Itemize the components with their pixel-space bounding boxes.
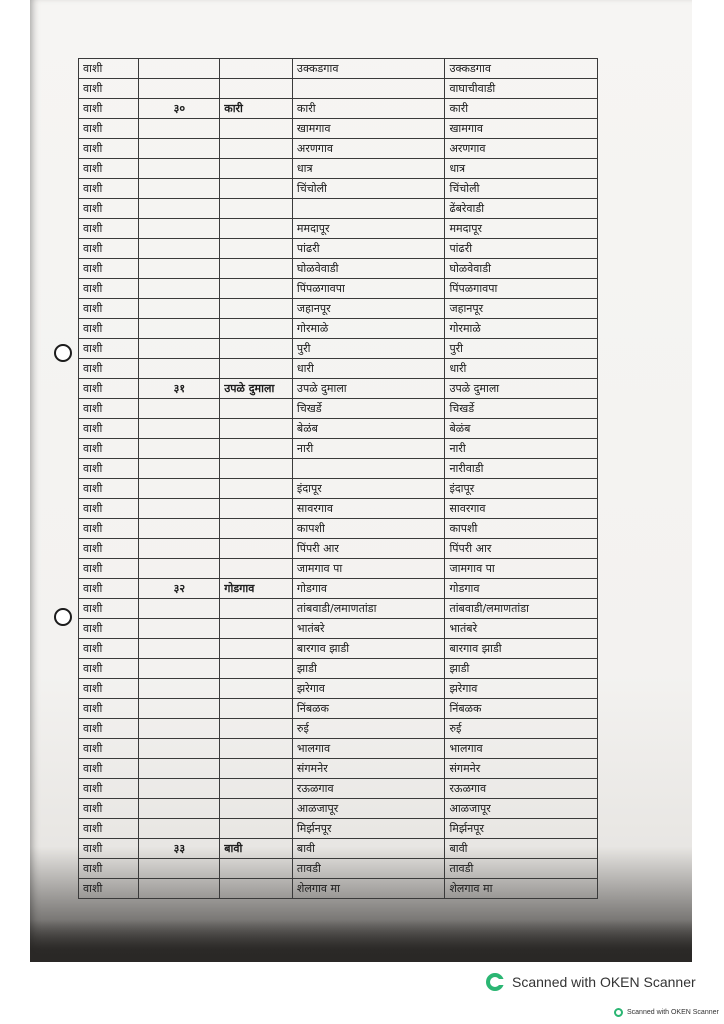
taluka-cell: वाशी: [79, 199, 139, 219]
scanner-watermark-small: [614, 1006, 719, 1018]
village-cell: इंदापूर: [292, 479, 445, 499]
habitation-cell: भालगाव: [445, 739, 598, 759]
table-row: [79, 519, 598, 539]
taluka-cell: वाशी: [79, 879, 139, 899]
oken-logo-icon: [486, 973, 504, 991]
taluka-cell: वाशी: [79, 759, 139, 779]
village-cell: धारी: [292, 359, 445, 379]
taluka-cell: वाशी: [79, 339, 139, 359]
serial-number-cell: [139, 259, 220, 279]
taluka-cell: वाशी: [79, 679, 139, 699]
table-row: [79, 679, 598, 699]
village-cell: पिंपळगावपा: [292, 279, 445, 299]
gram-panchayat-cell: [220, 279, 293, 299]
taluka-cell: वाशी: [79, 99, 139, 119]
village-cell: घोळवेवाडी: [292, 259, 445, 279]
habitation-cell: आळजापूर: [445, 799, 598, 819]
gram-panchayat-cell: [220, 399, 293, 419]
village-cell: खामगाव: [292, 119, 445, 139]
table-row: [79, 699, 598, 719]
gram-panchayat-cell: [220, 359, 293, 379]
table-row: [79, 159, 598, 179]
taluka-cell: वाशी: [79, 119, 139, 139]
taluka-cell: वाशी: [79, 639, 139, 659]
village-cell: रऊळगाव: [292, 779, 445, 799]
serial-number-cell: ३२: [139, 579, 220, 599]
gram-panchayat-cell: [220, 259, 293, 279]
serial-number-cell: [139, 119, 220, 139]
village-cell: जामगाव पा: [292, 559, 445, 579]
gram-panchayat-cell: [220, 719, 293, 739]
gram-panchayat-cell: [220, 539, 293, 559]
taluka-cell: वाशी: [79, 179, 139, 199]
taluka-cell: वाशी: [79, 739, 139, 759]
taluka-cell: वाशी: [79, 419, 139, 439]
gram-panchayat-cell: [220, 859, 293, 879]
habitation-cell: जामगाव पा: [445, 559, 598, 579]
habitation-cell: नारी: [445, 439, 598, 459]
table-row: [79, 299, 598, 319]
taluka-cell: वाशी: [79, 439, 139, 459]
serial-number-cell: [139, 459, 220, 479]
village-cell: तांबवाडी/लमाणतांडा: [292, 599, 445, 619]
gram-panchayat-cell: [220, 139, 293, 159]
serial-number-cell: [139, 499, 220, 519]
table-row: [79, 639, 598, 659]
habitation-cell: अरणगाव: [445, 139, 598, 159]
punch-hole-bottom: [54, 608, 72, 626]
village-cell: उपळे दुमाला: [292, 379, 445, 399]
village-cell: [292, 79, 445, 99]
serial-number-cell: [139, 479, 220, 499]
taluka-cell: वाशी: [79, 599, 139, 619]
taluka-cell: वाशी: [79, 159, 139, 179]
gram-panchayat-cell: [220, 679, 293, 699]
village-cell: बारगाव झाडी: [292, 639, 445, 659]
serial-number-cell: [139, 619, 220, 639]
habitation-cell: ढेंबरेवाडी: [445, 199, 598, 219]
gram-panchayat-cell: [220, 559, 293, 579]
taluka-cell: वाशी: [79, 279, 139, 299]
village-cell: गोरमाळे: [292, 319, 445, 339]
gram-panchayat-cell: [220, 479, 293, 499]
gram-panchayat-cell: [220, 599, 293, 619]
serial-number-cell: [139, 739, 220, 759]
habitation-cell: कारी: [445, 99, 598, 119]
serial-number-cell: [139, 219, 220, 239]
taluka-cell: वाशी: [79, 79, 139, 99]
serial-number-cell: [139, 559, 220, 579]
gram-panchayat-cell: [220, 799, 293, 819]
gram-panchayat-cell: [220, 699, 293, 719]
serial-number-cell: ३१: [139, 379, 220, 399]
taluka-cell: वाशी: [79, 499, 139, 519]
gram-panchayat-cell: कारी: [220, 99, 293, 119]
village-cell: संगमनेर: [292, 759, 445, 779]
serial-number-cell: [139, 539, 220, 559]
serial-number-cell: [139, 859, 220, 879]
serial-number-cell: [139, 659, 220, 679]
village-cell: बावी: [292, 839, 445, 859]
taluka-cell: वाशी: [79, 359, 139, 379]
taluka-cell: वाशी: [79, 399, 139, 419]
taluka-cell: वाशी: [79, 479, 139, 499]
table-row: [79, 379, 598, 399]
table-row: [79, 79, 598, 99]
serial-number-cell: [139, 699, 220, 719]
serial-number-cell: [139, 679, 220, 699]
taluka-cell: वाशी: [79, 299, 139, 319]
habitation-cell: वाघाचीवाडी: [445, 79, 598, 99]
table-row: [79, 419, 598, 439]
taluka-cell: वाशी: [79, 519, 139, 539]
habitation-cell: घोळवेवाडी: [445, 259, 598, 279]
taluka-cell: वाशी: [79, 839, 139, 859]
taluka-cell: वाशी: [79, 139, 139, 159]
village-cell: सावरगाव: [292, 499, 445, 519]
table-row: [79, 739, 598, 759]
gram-panchayat-cell: [220, 459, 293, 479]
table-row: [79, 239, 598, 259]
table-row: [79, 199, 598, 219]
table-row: [79, 579, 598, 599]
serial-number-cell: [139, 279, 220, 299]
serial-number-cell: [139, 139, 220, 159]
gram-panchayat-cell: [220, 179, 293, 199]
gram-panchayat-cell: [220, 339, 293, 359]
punch-hole-top: [54, 344, 72, 362]
gram-panchayat-cell: [220, 659, 293, 679]
serial-number-cell: [139, 819, 220, 839]
table-row: [79, 599, 598, 619]
serial-number-cell: ३०: [139, 99, 220, 119]
table-row: [79, 359, 598, 379]
habitation-cell: निंबळक: [445, 699, 598, 719]
taluka-cell: वाशी: [79, 559, 139, 579]
table-row: [79, 779, 598, 799]
gram-panchayat-cell: [220, 439, 293, 459]
village-cell: आळजापूर: [292, 799, 445, 819]
gram-panchayat-cell: उपळे दुमाला: [220, 379, 293, 399]
habitation-cell: पांढरी: [445, 239, 598, 259]
habitation-cell: इंदापूर: [445, 479, 598, 499]
gram-panchayat-cell: [220, 319, 293, 339]
gram-panchayat-cell: [220, 819, 293, 839]
village-cell: पांढरी: [292, 239, 445, 259]
habitation-cell: संगमनेर: [445, 759, 598, 779]
taluka-cell: वाशी: [79, 719, 139, 739]
taluka-cell: वाशी: [79, 259, 139, 279]
table-row: [79, 499, 598, 519]
taluka-cell: वाशी: [79, 379, 139, 399]
habitation-cell: नारीवाडी: [445, 459, 598, 479]
serial-number-cell: [139, 299, 220, 319]
habitation-cell: झरेगाव: [445, 679, 598, 699]
gram-panchayat-cell: बावी: [220, 839, 293, 859]
table-row: [79, 859, 598, 879]
gram-panchayat-cell: [220, 499, 293, 519]
gram-panchayat-cell: [220, 159, 293, 179]
habitation-cell: धारी: [445, 359, 598, 379]
gram-panchayat-cell: [220, 59, 293, 79]
table-row: [79, 259, 598, 279]
gram-panchayat-cell: [220, 779, 293, 799]
serial-number-cell: [139, 199, 220, 219]
habitation-cell: पिंपळगावपा: [445, 279, 598, 299]
village-cell: झाडी: [292, 659, 445, 679]
habitation-cell: रुई: [445, 719, 598, 739]
table-row: [79, 219, 598, 239]
table-row: [79, 99, 598, 119]
table-row: [79, 759, 598, 779]
habitation-cell: तावडी: [445, 859, 598, 879]
village-cell: शेलगाव मा: [292, 879, 445, 899]
village-cell: [292, 459, 445, 479]
scanner-watermark: [486, 970, 696, 994]
habitation-cell: गोरमाळे: [445, 319, 598, 339]
table-row: [79, 479, 598, 499]
habitation-cell: पुरी: [445, 339, 598, 359]
table-row: [79, 719, 598, 739]
village-cell: बेळंब: [292, 419, 445, 439]
village-cell: धात्र: [292, 159, 445, 179]
table-row: [79, 439, 598, 459]
village-cell: तावडी: [292, 859, 445, 879]
village-cell: पुरी: [292, 339, 445, 359]
scan-shadow-edge: [30, 920, 692, 962]
village-cell: रुई: [292, 719, 445, 739]
serial-number-cell: [139, 799, 220, 819]
habitation-cell: बेळंब: [445, 419, 598, 439]
taluka-cell: वाशी: [79, 59, 139, 79]
table-row: [79, 319, 598, 339]
habitation-cell: खामगाव: [445, 119, 598, 139]
table-row: [79, 539, 598, 559]
table-row: [79, 139, 598, 159]
taluka-cell: वाशी: [79, 819, 139, 839]
village-cell: मिर्झनपूर: [292, 819, 445, 839]
habitation-cell: ममदापूर: [445, 219, 598, 239]
habitation-cell: बारगाव झाडी: [445, 639, 598, 659]
serial-number-cell: [139, 319, 220, 339]
table-row: [79, 119, 598, 139]
gram-panchayat-cell: [220, 519, 293, 539]
village-cell: कारी: [292, 99, 445, 119]
gram-panchayat-cell: [220, 739, 293, 759]
serial-number-cell: [139, 759, 220, 779]
habitation-cell: उक्कडगाव: [445, 59, 598, 79]
serial-number-cell: [139, 719, 220, 739]
serial-number-cell: [139, 59, 220, 79]
table-row: [79, 399, 598, 419]
habitation-cell: मिर्झनपूर: [445, 819, 598, 839]
table-row: [79, 819, 598, 839]
table-row: [79, 279, 598, 299]
table-row: [79, 839, 598, 859]
village-cell: भातंबरे: [292, 619, 445, 639]
serial-number-cell: [139, 519, 220, 539]
village-cell: नारी: [292, 439, 445, 459]
gram-panchayat-cell: [220, 219, 293, 239]
serial-number-cell: [139, 359, 220, 379]
village-cell: उक्कडगाव: [292, 59, 445, 79]
village-cell: पिंपरी आर: [292, 539, 445, 559]
table-row: [79, 659, 598, 679]
gram-panchayat-cell: [220, 199, 293, 219]
taluka-cell: वाशी: [79, 859, 139, 879]
watermark-label: Scanned with OKEN Scanner: [512, 974, 696, 990]
taluka-cell: वाशी: [79, 659, 139, 679]
serial-number-cell: [139, 639, 220, 659]
gram-panchayat-cell: [220, 639, 293, 659]
village-cell: चिखर्डे: [292, 399, 445, 419]
taluka-cell: वाशी: [79, 219, 139, 239]
habitation-cell: उपळे दुमाला: [445, 379, 598, 399]
village-cell: अरणगाव: [292, 139, 445, 159]
habitation-cell: तांबवाडी/लमाणतांडा: [445, 599, 598, 619]
serial-number-cell: [139, 79, 220, 99]
serial-number-cell: [139, 399, 220, 419]
taluka-cell: वाशी: [79, 619, 139, 639]
taluka-cell: वाशी: [79, 239, 139, 259]
serial-number-cell: [139, 419, 220, 439]
table-row: [79, 59, 598, 79]
taluka-cell: वाशी: [79, 579, 139, 599]
serial-number-cell: [139, 179, 220, 199]
table-row: [79, 619, 598, 639]
table-row: [79, 799, 598, 819]
serial-number-cell: [139, 239, 220, 259]
village-cell: गोडगाव: [292, 579, 445, 599]
village-cell: जहानपूर: [292, 299, 445, 319]
village-cell: ममदापूर: [292, 219, 445, 239]
watermark-small-label: Scanned with OKEN Scanner: [627, 1008, 719, 1016]
serial-number-cell: [139, 879, 220, 899]
habitation-cell: बावी: [445, 839, 598, 859]
gram-panchayat-cell: [220, 299, 293, 319]
habitation-cell: सावरगाव: [445, 499, 598, 519]
village-cell: निंबळक: [292, 699, 445, 719]
table-row: [79, 179, 598, 199]
taluka-cell: वाशी: [79, 799, 139, 819]
habitation-cell: कापशी: [445, 519, 598, 539]
taluka-cell: वाशी: [79, 779, 139, 799]
serial-number-cell: [139, 339, 220, 359]
habitation-cell: शेलगाव मा: [445, 879, 598, 899]
serial-number-cell: [139, 159, 220, 179]
taluka-cell: वाशी: [79, 699, 139, 719]
village-cell: झरेगाव: [292, 679, 445, 699]
gram-panchayat-cell: [220, 239, 293, 259]
habitation-cell: भातंबरे: [445, 619, 598, 639]
habitation-cell: चिखर्डे: [445, 399, 598, 419]
taluka-cell: वाशी: [79, 459, 139, 479]
habitation-cell: गोडगाव: [445, 579, 598, 599]
serial-number-cell: ३३: [139, 839, 220, 859]
habitation-cell: धात्र: [445, 159, 598, 179]
gram-panchayat-cell: गोडगाव: [220, 579, 293, 599]
village-cell: भालगाव: [292, 739, 445, 759]
table-row: [79, 339, 598, 359]
gram-panchayat-cell: [220, 79, 293, 99]
gram-panchayat-cell: [220, 879, 293, 899]
village-cell: चिंचोली: [292, 179, 445, 199]
village-cell: [292, 199, 445, 219]
gram-panchayat-cell: [220, 759, 293, 779]
habitation-cell: जहानपूर: [445, 299, 598, 319]
table-row: [79, 879, 598, 899]
village-table-body: [79, 59, 598, 899]
serial-number-cell: [139, 779, 220, 799]
gram-panchayat-cell: [220, 119, 293, 139]
habitation-cell: रऊळगाव: [445, 779, 598, 799]
serial-number-cell: [139, 599, 220, 619]
taluka-cell: वाशी: [79, 319, 139, 339]
gram-panchayat-cell: [220, 619, 293, 639]
serial-number-cell: [139, 439, 220, 459]
habitation-cell: झाडी: [445, 659, 598, 679]
taluka-cell: वाशी: [79, 539, 139, 559]
oken-logo-small-icon: [614, 1008, 623, 1017]
village-table: [78, 58, 598, 899]
table-row: [79, 559, 598, 579]
habitation-cell: चिंचोली: [445, 179, 598, 199]
village-cell: कापशी: [292, 519, 445, 539]
table-row: [79, 459, 598, 479]
habitation-cell: पिंपरी आर: [445, 539, 598, 559]
gram-panchayat-cell: [220, 419, 293, 439]
